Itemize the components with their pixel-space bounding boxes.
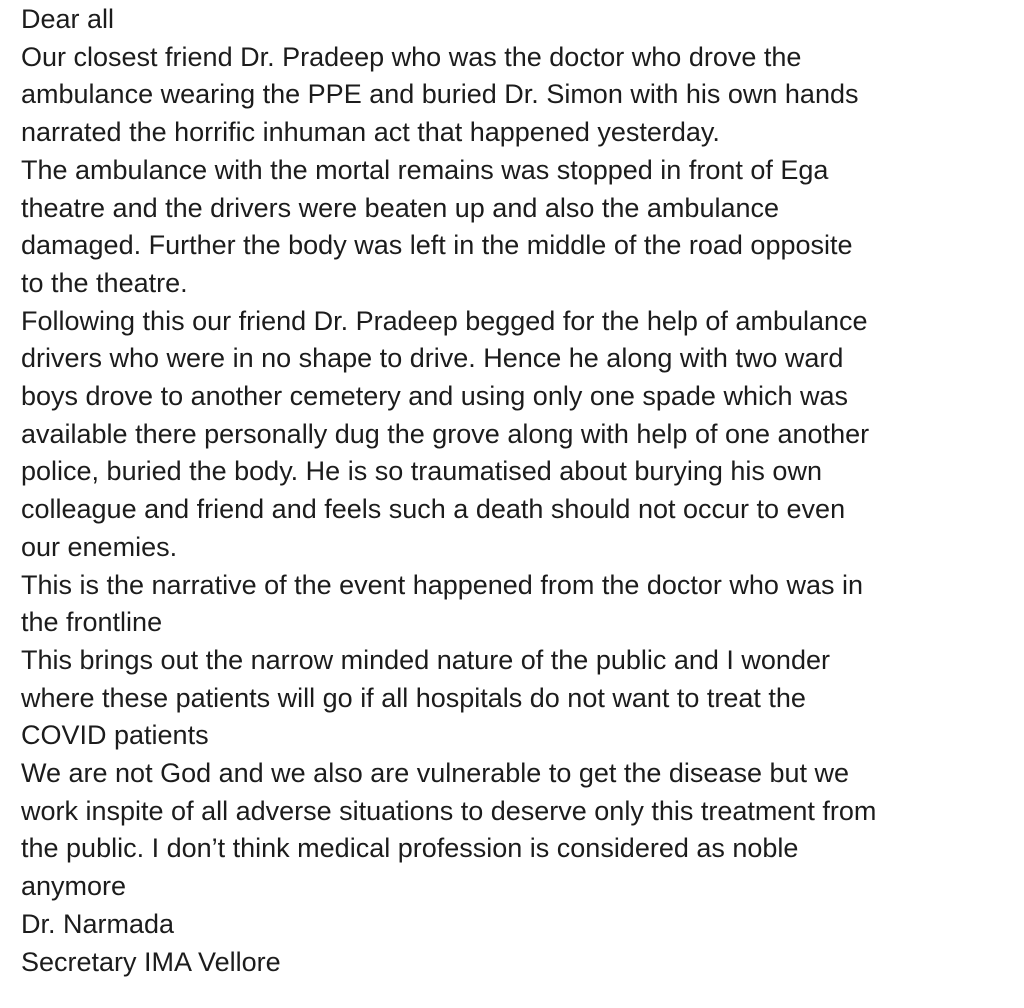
message-line: where these patients will go if all hospitals do not want to treat the bbox=[21, 682, 806, 713]
message-line: theatre and the drivers were beaten up and also the ambulance bbox=[21, 192, 780, 223]
message-line: anymore bbox=[21, 871, 127, 902]
message-line: our enemies. bbox=[21, 531, 178, 562]
message-line: drivers who were in no shape to drive. Hence he along with two ward bbox=[21, 343, 844, 374]
message-line: Following this our friend Dr. Pradeep begged for the help of ambulance bbox=[21, 305, 868, 336]
message-line: the frontline bbox=[21, 607, 163, 638]
message-line: work inspite of all adverse situations to deserve only this treatment from bbox=[21, 795, 877, 826]
message-line: This brings out the narrow minded nature of the public and I wonder bbox=[21, 644, 830, 675]
signature-title: Secretary IMA Vellore bbox=[21, 946, 281, 977]
message-body bbox=[21, 1, 1011, 981]
message-line: We are not God and we also are vulnerable to get the disease but we bbox=[21, 758, 850, 789]
message-line: The ambulance with the mortal remains was stopped in front of Ega bbox=[21, 154, 829, 185]
message-line: Our closest friend Dr. Pradeep who was the doctor who drove the bbox=[21, 41, 802, 72]
message-line: COVID patients bbox=[21, 720, 209, 751]
message-line: the public. I don’t think medical profession is considered as noble bbox=[21, 833, 799, 864]
message-line: police, buried the body. He is so traumatised about burying his own bbox=[21, 456, 822, 487]
message-line: available there personally dug the grove along with help of one another bbox=[21, 418, 870, 449]
message-line: boys drove to another cemetery and using only one spade which was bbox=[21, 381, 848, 412]
message-line: Dear all bbox=[21, 4, 115, 34]
message-line: damaged. Further the body was left in the middle of the road opposite bbox=[21, 230, 853, 261]
message-line: to the theatre. bbox=[21, 267, 188, 298]
message-line: colleague and friend and feels such a death should not occur to even bbox=[21, 494, 846, 525]
message-line: This is the narrative of the event happened from the doctor who was in bbox=[21, 569, 863, 600]
signature-name: Dr. Narmada bbox=[21, 908, 175, 939]
message-line: narrated the horrific inhuman act that happened yesterday. bbox=[21, 117, 720, 148]
message-line: ambulance wearing the PPE and buried Dr. Simon with his own hands bbox=[21, 79, 859, 110]
